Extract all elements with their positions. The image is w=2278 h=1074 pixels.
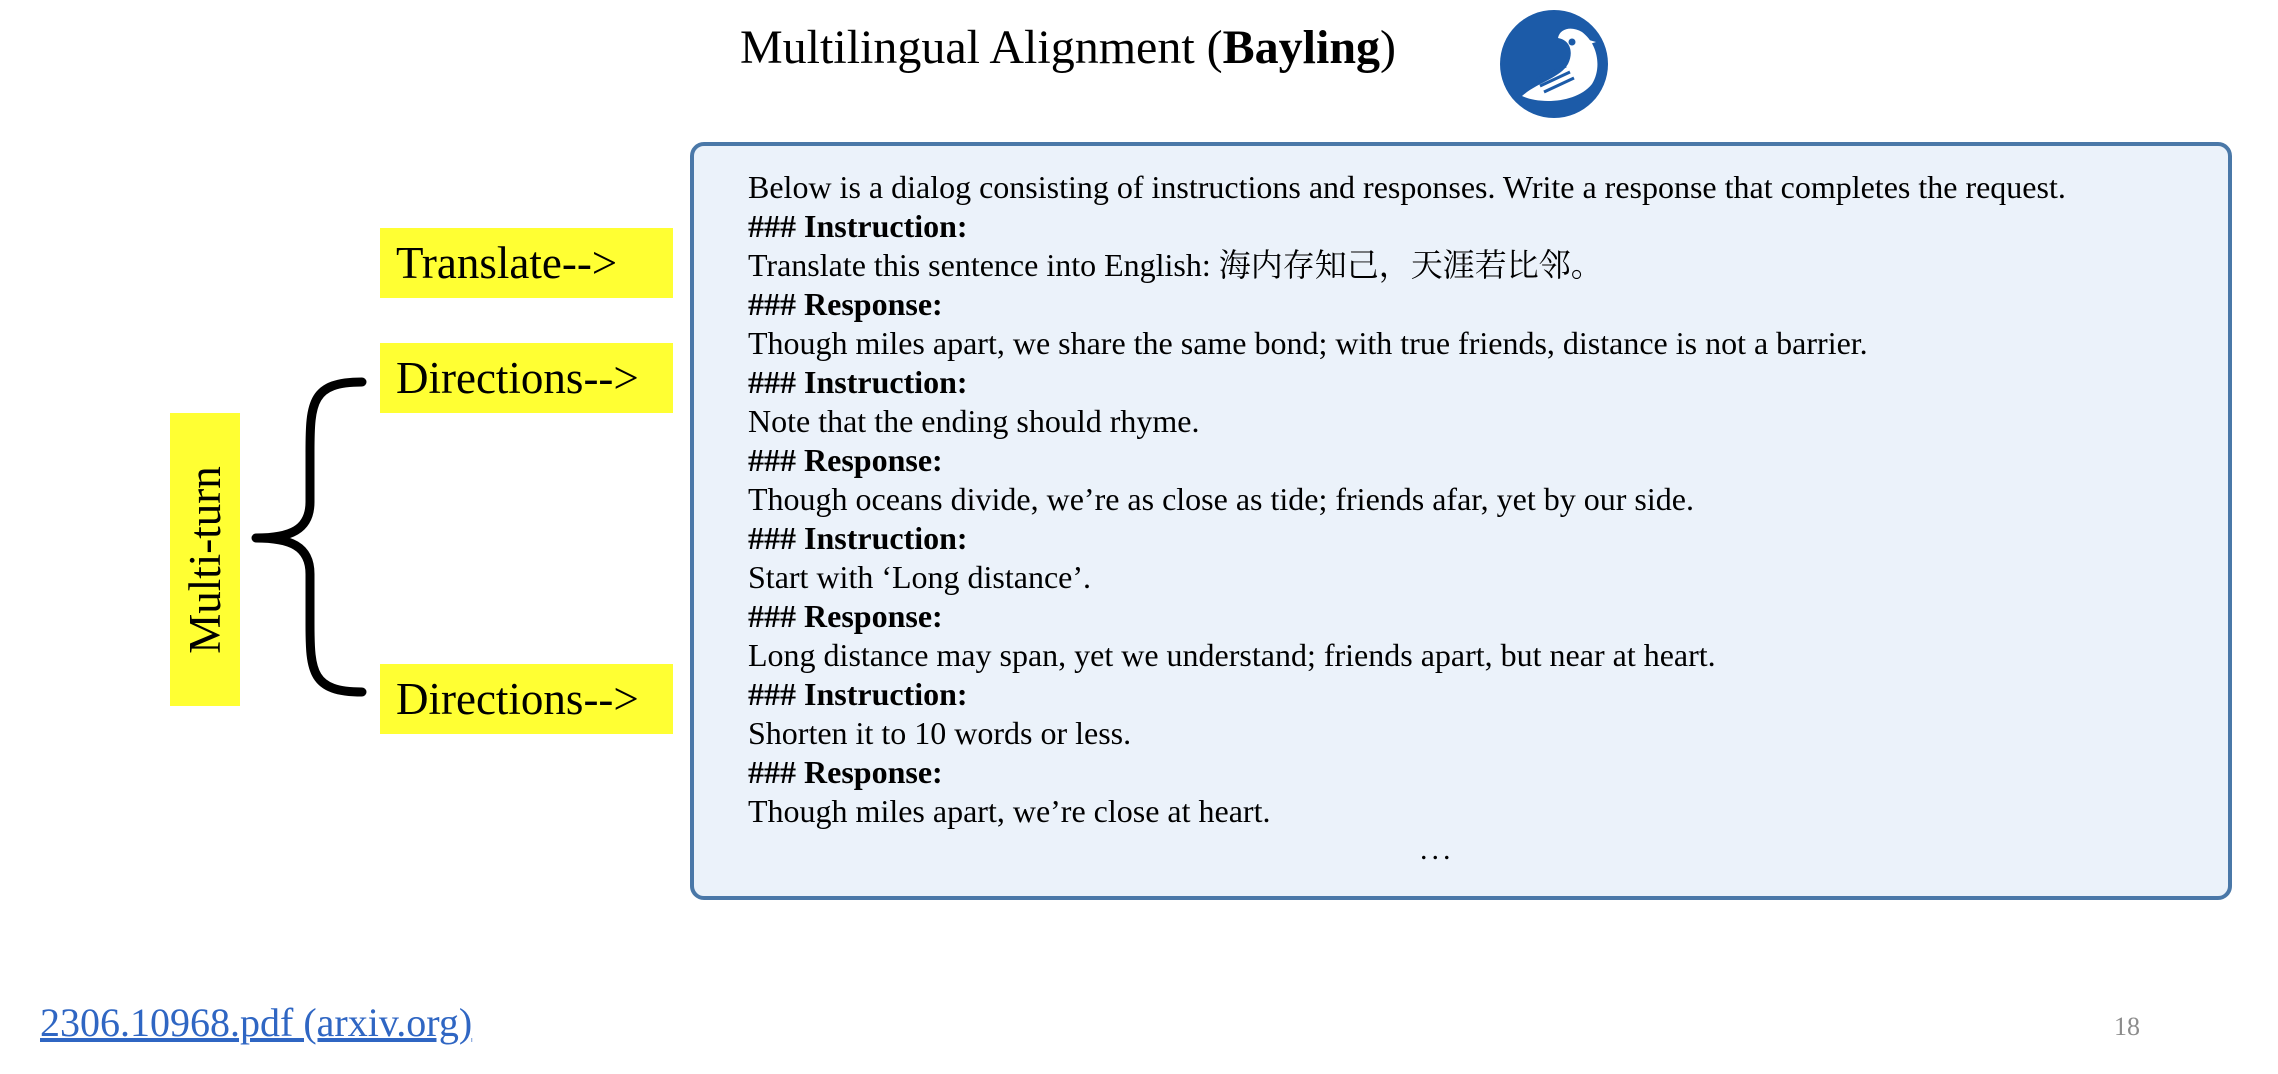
dialog-line: Though miles apart, we’re close at heart. xyxy=(748,793,1271,829)
multi-turn-label: Multi-turn xyxy=(180,465,230,654)
dialog-heading: ### Instruction: xyxy=(748,676,968,712)
dialog-heading: ### Instruction: xyxy=(748,208,968,244)
dialog-line: Long distance may span, yet we understand; friends apart, but near at heart. xyxy=(748,637,1716,673)
dialog-heading: ### Response: xyxy=(748,598,943,634)
translate-tag: Translate--> xyxy=(380,228,673,298)
dialog-heading: ### Response: xyxy=(748,754,943,790)
title-suffix: ) xyxy=(1380,21,1397,74)
title-prefix: Multilingual Alignment ( xyxy=(740,21,1223,74)
dialog-text xyxy=(748,168,2218,831)
dialog-line: Start with ‘Long distance’. xyxy=(748,559,1092,595)
dialog-heading: ### Instruction: xyxy=(748,520,968,556)
slide-title xyxy=(740,18,1500,78)
dialog-ellipsis: ... xyxy=(1420,833,1455,866)
dialog-line: Shorten it to 10 words or less. xyxy=(748,715,1132,751)
title-bold: Bayling xyxy=(1222,21,1381,74)
directions-tag-1: Directions--> xyxy=(380,343,673,413)
dialog-heading: ### Instruction: xyxy=(748,364,968,400)
bird-logo-icon xyxy=(1498,8,1610,120)
directions-tag-2: Directions--> xyxy=(380,664,673,734)
dialog-line: Though oceans divide, we’re as close as tide; friends afar, yet by our side. xyxy=(748,481,1694,517)
page-number: 18 xyxy=(2114,1012,2140,1041)
dialog-line: Below is a dialog consisting of instructions and responses. Write a response that completes the request. xyxy=(748,169,2066,205)
curly-brace xyxy=(250,372,370,702)
source-link[interactable]: 2306.10968.pdf (arxiv.org) xyxy=(40,1000,473,1045)
multi-turn-tag xyxy=(170,413,240,706)
dialog-line: Translate this sentence into English: 海内存知己，天涯若比邻。 xyxy=(748,247,1603,283)
dialog-line: Though miles apart, we share the same bond; with true friends, distance is not a barrier. xyxy=(748,325,1868,361)
dialog-line: Note that the ending should rhyme. xyxy=(748,403,1200,439)
dialog-heading: ### Response: xyxy=(748,442,943,478)
dialog-heading: ### Response: xyxy=(748,286,943,322)
